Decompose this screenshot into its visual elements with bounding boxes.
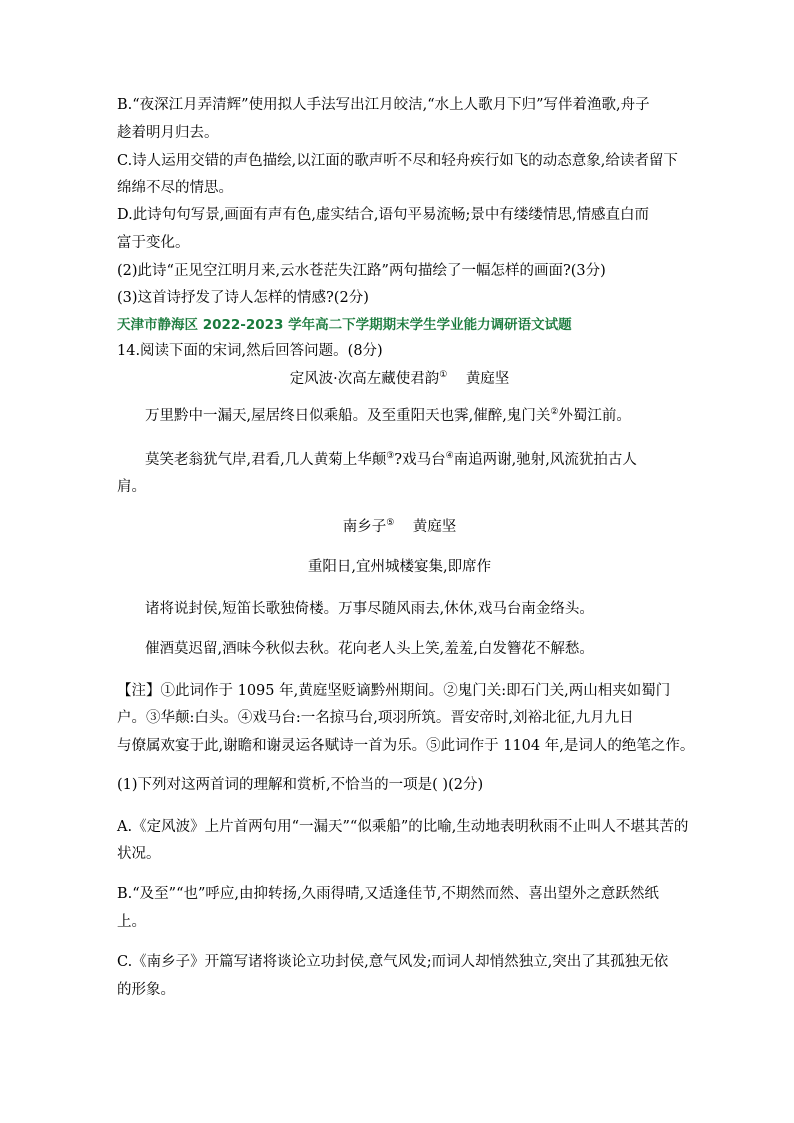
option-c-line2: 绵绵不尽的情思。 [117, 180, 233, 196]
question-3: (3)这首诗抒发了诗人怎样的情感?(2分) [117, 290, 369, 306]
poem2-preface: 重阳日,宜州城楼宴集,即席作 [307, 559, 492, 575]
question-14-stem: 14.阅读下面的宋词,然后回答问题。(8分) [117, 343, 383, 359]
option-b2-line1: B.“及至”“也”呼应,由抑转扬,久雨得晴,又适逢佳节,不期然而然、喜出望外之意跃然纸 [117, 886, 659, 902]
poem2-stanza2: 催酒莫迟留,酒味今秋似去秋。花向老人头上笑,羞羞,白发簪花不解愁。 [145, 641, 594, 657]
notes-line2: 户。③华颠:白头。④戏马台:一名掠马台,项羽所筑。晋安帝时,刘裕北征,九月九日 [117, 710, 634, 726]
question-2: (2)此诗“正见空江明月来,云水苍茫失江路”两句描绘了一幅怎样的画面?(3分) [117, 263, 606, 279]
option-a-line1: A.《定风波》上片首两句用“一漏天”“似乘船”的比喻,生动地表明秋雨不止叫人不堪其苦的 [117, 819, 689, 835]
option-b2-line2: 上。 [117, 914, 146, 930]
option-b-line2: 趁着明月归去。 [117, 125, 219, 141]
notes-line3: 与僚属欢宴于此,谢瞻和谢灵运各赋诗一首为乐。⑤此词作于 1104 年,是词人的绝笔之作。 [117, 738, 695, 754]
poem1-stanza2-line2: 肩。 [117, 479, 146, 495]
section-source-title: 天津市静海区 2022-2023 学年高二下学期期末学生学业能力调研语文试题 [117, 317, 572, 333]
option-c2-line1: C.《南乡子》开篇写诸将谈论立功封侯,意气风发;而词人却悄然独立,突出了其孤独无依 [117, 954, 669, 970]
poem1-stanza2-line1: 莫笑老翁犹气岸,君看,几人黄菊上华颠③?戏马台④南追两谢,驰射,风流犹拍古人 [145, 451, 637, 468]
poem1-title: 定风波·次高左藏使君韵① 黄庭坚 [289, 370, 510, 387]
option-d-line1: D.此诗句句写景,画面有声有色,虚实结合,语句平易流畅;景中有缕缕情思,情感直白而 [117, 207, 650, 223]
option-d-line2: 富于变化。 [117, 235, 190, 251]
poem1-stanza1: 万里黔中一漏天,屋居终日似乘船。及至重阳天也霁,催醉,鬼门关②外蜀江前。 [145, 407, 631, 424]
option-b-line1: B.“夜深江月弄清辉”使用拟人手法写出江月皎洁,“水上人歌月下归”写伴着渔歌,舟子 [117, 97, 650, 113]
option-c-line1: C.诗人运用交错的声色描绘,以江面的歌声听不尽和轻舟疾行如飞的动态意象,给读者留下 [117, 153, 678, 169]
option-a-line2: 状况。 [117, 846, 161, 862]
option-c2-line2: 的形象。 [117, 982, 175, 998]
notes-line1: 【注】①此词作于 1095 年,黄庭坚贬谪黔州期间。②鬼门关:即石门关,两山相夹如蜀门 [117, 683, 671, 699]
subquestion-1: (1)下列对这两首词的理解和赏析,不恰当的一项是( )(2分) [117, 777, 484, 793]
poem2-title: 南乡子⑤ 黄庭坚 [342, 518, 457, 535]
poem2-stanza1: 诸将说封侯,短笛长歌独倚楼。万事尽随风雨去,休休,戏马台南金络头。 [145, 601, 594, 617]
